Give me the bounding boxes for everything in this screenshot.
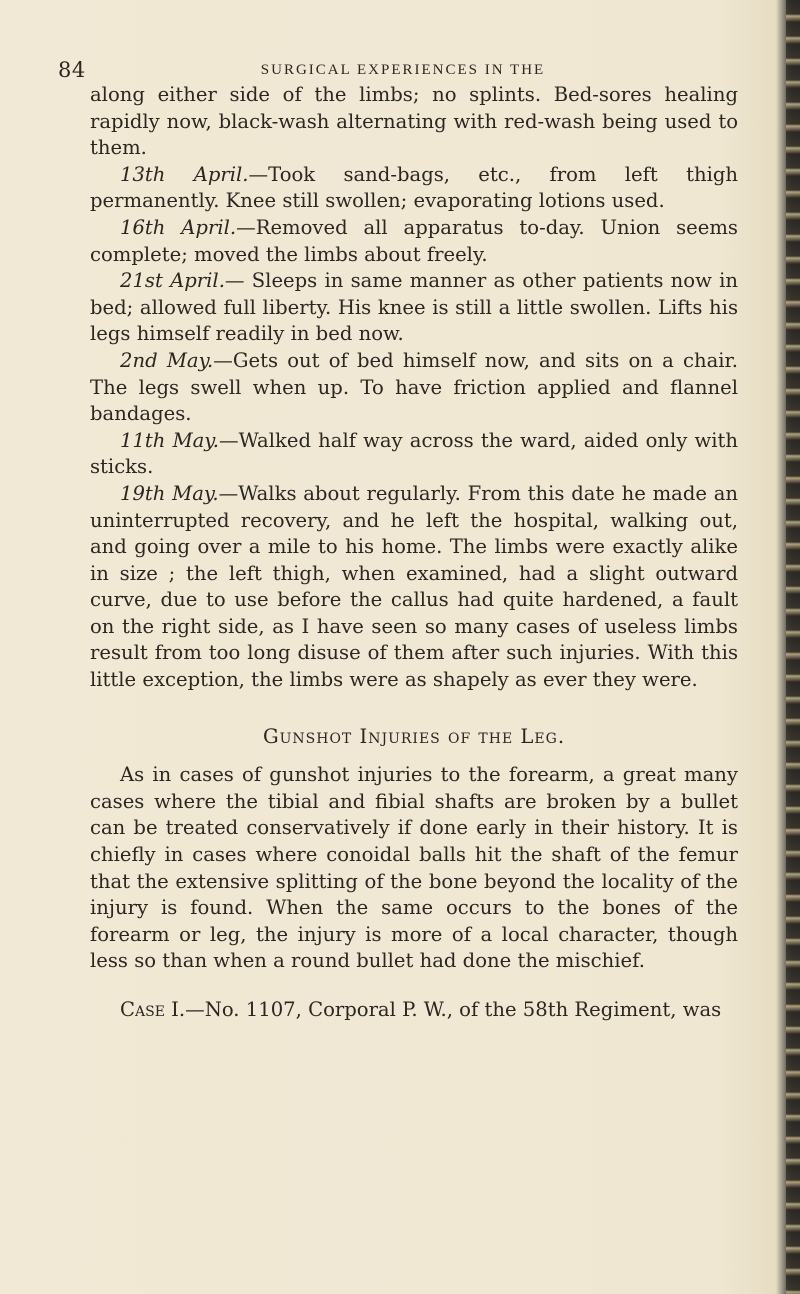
- entry-date: 19th May.: [120, 481, 219, 505]
- diary-entry: [90, 348, 738, 428]
- case-text: —No. 1107, Corporal P. W., of the 58th Regiment, was: [185, 998, 722, 1021]
- diary-entry: [90, 162, 738, 215]
- entry-date: 21st April.: [120, 269, 225, 293]
- paragraph-text: along either side of the limbs; no splints. Bed-sores healing rapidly now, black-wash alternating with red-wash being used to them.: [90, 83, 738, 160]
- page-number: 84: [58, 58, 86, 82]
- case-paragraph: [90, 997, 738, 1024]
- diary-entry: [90, 268, 738, 348]
- diary-entry: [90, 215, 738, 268]
- entry-date: 16th April.: [120, 215, 237, 239]
- page-edge: [786, 0, 800, 1294]
- entry-date: 13th April.: [120, 162, 249, 186]
- diary-entry: [90, 481, 738, 694]
- page-body: [90, 82, 738, 1024]
- entry-text: — Sleeps in same manner as other patients now in bed; allowed full liberty. His knee is still a little swollen. Lifts his legs himself readily in bed now.: [90, 269, 738, 346]
- running-title: SURGICAL EXPERIENCES IN THE: [260, 62, 546, 78]
- entry-text: —Walked half way across the ward, aided only with sticks.: [90, 428, 738, 479]
- section-heading: Gunshot Injuries of the Leg.: [262, 724, 566, 748]
- paragraph: [90, 82, 738, 162]
- entry-date: 2nd May.: [120, 348, 214, 372]
- section-paragraph: As in cases of gunshot injuries to the forearm, a great many cases where the tibial and fibial shafts are broken by a bullet can be treated conservatively if done early in their history. It is chiefly in cases where conoidal balls hit the shaft of the femur that the extensive splitting of the bone beyond the locality of the injury is found. When the same occurs to the bones of the forearm or leg, the injury is more of a local character, though less so than when a round bullet had done the mischief.: [90, 763, 738, 973]
- diary-entry: [90, 428, 738, 481]
- entry-text: —Gets out of bed himself now, and sits on a chair. The legs swell when up. To have friction applied and flannel bandages.: [90, 348, 738, 426]
- entry-date: 11th May.: [120, 428, 220, 452]
- entry-text: —Walks about regularly. From this date he made an uninterrupted recovery, and he left the hospital, walking out, and going over a mile to his home. The limbs were exactly alike in size ; the left thigh, when examined, had a slight outward curve, due to use before the callus had quite hardened, a fault on the right side, as I have seen so many cases of useless limbs result from too long disuse of them after such injuries. With this little exception, the limbs were as shapely as ever they were.: [90, 481, 738, 692]
- case-label: Case I.: [120, 998, 186, 1021]
- entry-text: —Removed all apparatus to-day. Union seems complete; moved the limbs about freely.: [90, 215, 738, 266]
- entry-text: —Took sand-bags, etc., from left thigh permanently. Knee still swollen; evaporating lotions used.: [90, 162, 738, 213]
